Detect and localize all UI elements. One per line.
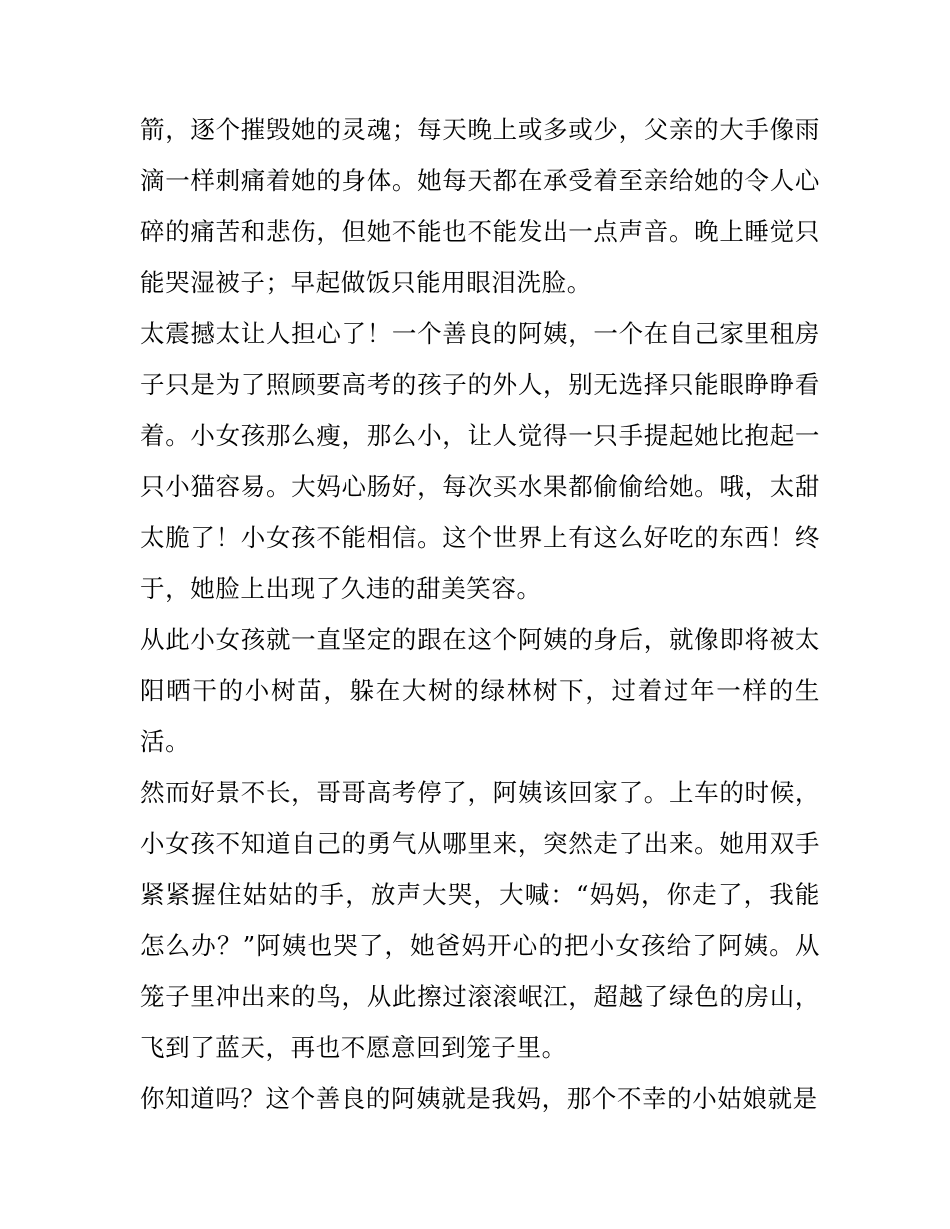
document-body [140,104,820,1124]
paragraph-4: 然而好景不长，哥哥高考停了，阿姨该回家了。上车的时候，小女孩不知道自己的勇气从哪里来，突然走了出来。她用双手紧紧握住姑姑的手，放声大哭，大喊：“妈妈，你走了，我能怎么办？”阿姨也哭了，她爸妈开心的把小女孩给了阿姨。从笼子里冲出来的鸟，从此擦过滚滚岷江，超越了绿色的房山，飞到了蓝天，再也不愿意回到笼子里。 [140,778,820,1062]
paragraph-2: 太震撼太让人担心了！一个善良的阿姨，一个在自己家里租房子只是为了照顾要高考的孩子的外人，别无选择只能眼睁睁看着。小女孩那么瘦，那么小，让人觉得一只手提起她比抱起一只小猫容易。大妈心肠好，每次买水果都偷偷给她。哦，太甜太脆了！小女孩不能相信。这个世界上有这么好吃的东西！终于，她脸上出现了久违的甜美笑容。 [140,319,820,603]
paragraph-3: 从此小女孩就一直坚定的跟在这个阿姨的身后，就像即将被太阳晒干的小树苗，躲在大树的绿林树下，过着过年一样的生活。 [140,625,820,756]
paragraph-5: 你知道吗？这个善良的阿姨就是我妈，那个不幸的小姑娘就是 [140,1084,818,1113]
paragraph-1: 箭，逐个摧毁她的灵魂；每天晚上或多或少，父亲的大手像雨滴一样刺痛着她的身体。她每天都在承受着至亲给她的令人心碎的痛苦和悲伤，但她不能也不能发出一点声音。晚上睡觉只能哭湿被子；早起做饭只能用眼泪洗脸。 [140,115,820,297]
